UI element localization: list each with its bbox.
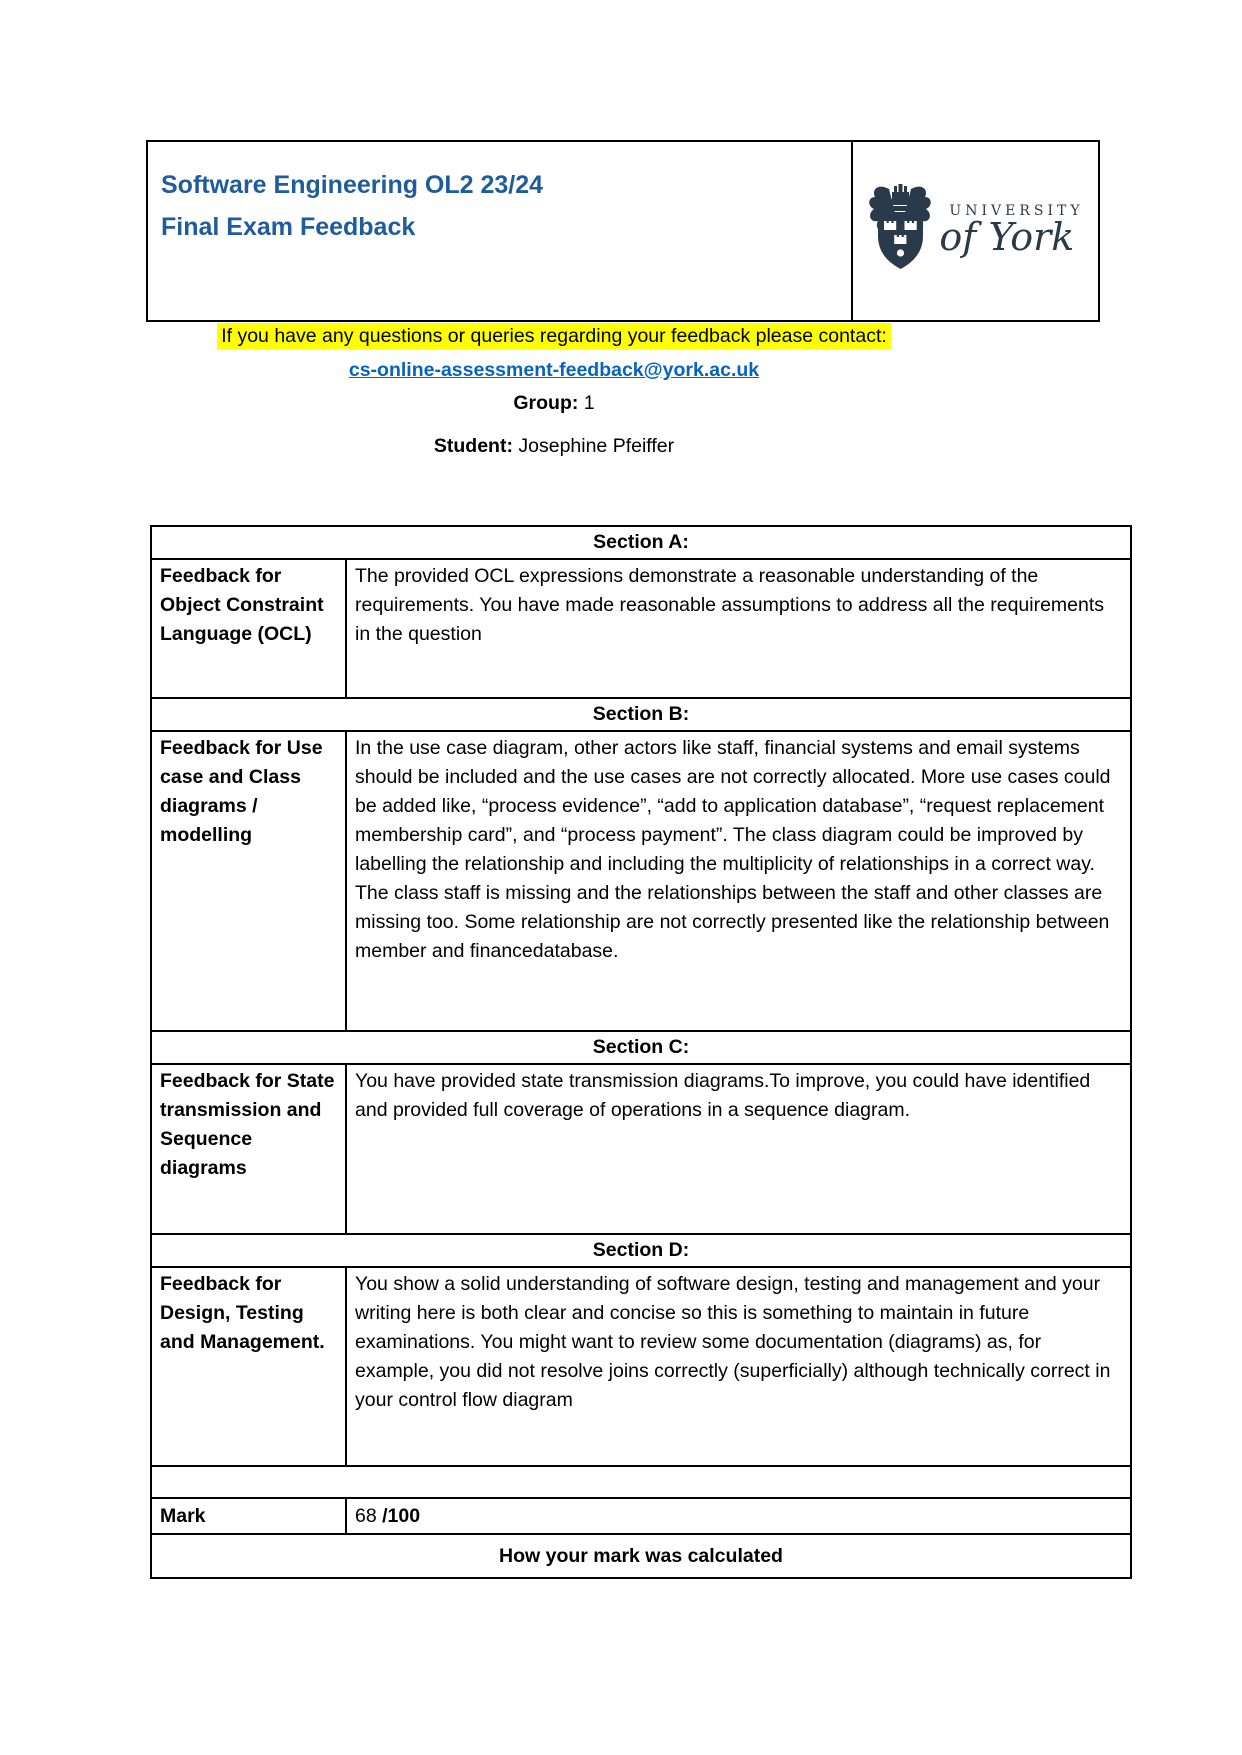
table-row [151, 1031, 1131, 1064]
mark-label: Mark [151, 1498, 346, 1534]
feedback-table [150, 525, 1132, 1579]
section-a-text: The provided OCL expressions demonstrate a reasonable understanding of the requirements. You have made reasonable assumptions to address all the requirements in the question [346, 559, 1131, 698]
section-c-text: You have provided state transmission diagrams.To improve, you could have identified and provided full coverage of operations in a sequence diagram. [346, 1064, 1131, 1234]
student-label: Student: [433, 435, 513, 457]
section-c-label: Feedback for State transmission and Sequence diagrams [151, 1064, 346, 1234]
university-logo [853, 142, 1098, 320]
email-line [150, 355, 958, 385]
mark-row [151, 1498, 1131, 1534]
table-row [151, 1064, 1131, 1234]
spacer-row [151, 1466, 1131, 1498]
mark-cell [346, 1498, 1131, 1534]
section-b-header: Section B: [151, 698, 1131, 731]
feedback-email-link[interactable]: cs-online-assessment-feedback@york.ac.uk [348, 359, 760, 381]
intro-block [150, 321, 958, 461]
table-row [151, 731, 1131, 1031]
group-label: Group: [513, 392, 579, 414]
table-row [151, 559, 1131, 698]
section-d-label: Feedback for Design, Testing and Management. [151, 1267, 346, 1466]
spacer-cell [151, 1466, 1131, 1498]
document-title [148, 142, 853, 320]
contact-notice: If you have any questions or queries regarding your feedback please contact: [217, 323, 891, 349]
header-box [146, 140, 1100, 322]
student-value: Josephine Pfeiffer [518, 435, 675, 457]
table-row [151, 526, 1131, 559]
wordmark-university: UNIVERSITY [949, 203, 1084, 219]
table-row [151, 698, 1131, 731]
university-crest-icon [867, 183, 933, 280]
mark-score: 68 [355, 1504, 383, 1527]
table-row [151, 1534, 1131, 1578]
group-value: 1 [583, 392, 595, 414]
mark-total: /100 [382, 1504, 421, 1527]
student-line [150, 431, 958, 461]
university-wordmark [939, 203, 1083, 259]
title-line-2: Final Exam Feedback [161, 213, 416, 241]
section-d-text: You show a solid understanding of software design, testing and management and your writing here is both clear and concise so this is something to maintain in future examinations. You might want to review some documentation (diagrams) as, for example, you did not resolve joins correctly (superficially) although technically correct in your control flow diagram [346, 1267, 1131, 1466]
section-d-header: Section D: [151, 1234, 1131, 1267]
section-c-header: Section C: [151, 1031, 1131, 1064]
title-line-1: Software Engineering OL2 23/24 [161, 171, 544, 199]
group-line [150, 388, 958, 418]
contact-notice-line [150, 321, 958, 351]
table-row [151, 1234, 1131, 1267]
mark-calculation-header: How your mark was calculated [151, 1534, 1131, 1578]
section-a-header: Section A: [151, 526, 1131, 559]
section-b-label: Feedback for Use case and Class diagrams / modelling [151, 731, 346, 1031]
section-a-label: Feedback for Object Constraint Language (OCL) [151, 559, 346, 698]
section-b-text: In the use case diagram, other actors like staff, financial systems and email systems should be included and the use cases are not correctly allocated. More use cases could be added like, “process evidence”, “add to application database”, “request replacement membership card”, and “process payment”. The class diagram could be improved by labelling the relationship and including the multiplicity of relationships in a correct way. The class staff is missing and the relationships between the staff and other classes are missing too. Some relationship are not correctly presented like the relationship between member and financedatabase. [346, 731, 1131, 1031]
wordmark-of-york: of York [939, 215, 1075, 259]
table-row [151, 1267, 1131, 1466]
